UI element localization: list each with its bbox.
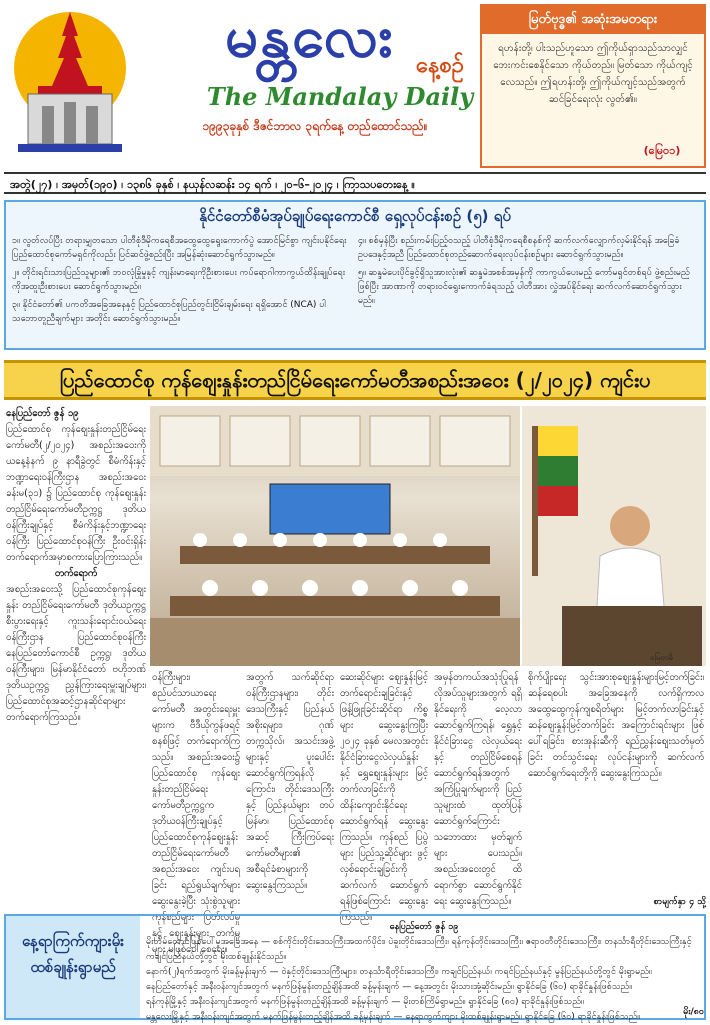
issue-dateline: အတွဲ(၂၇) ၊ အမှတ်(၁၉၀) ၊ ၁၃၈၆ ခုနှစ် ၊ နယုန်လဆန်း ၁၄ ရက် ၊ ၂၀–၆–၂၀၂၄ ၊ ကြာသပတေးနေ့ ။ <box>4 172 706 194</box>
objectives-title: နိုင်ငံတော်စီမံအုပ်ချုပ်ရေးကောင်စီ ရှေ့လုပ်ငန်းစဉ် (၅) ရပ် <box>199 207 511 225</box>
quote-source: (မြေဝ၁) <box>643 144 681 157</box>
meeting-hall-photo <box>150 406 520 666</box>
masthead-subtitle: နေ့စဉ် <box>416 53 464 78</box>
objectives-left-column <box>12 234 352 346</box>
quote-text: ရဟန်းတို့၊ ပါးသည်ဟူသော ဤကိုယ်ရှာသည်သာလျှင် ဘေးကင်းစေနိုင်သော ကိုယ်တည်။ မြတ်သော ကိုယ်ကျင့်လေသည်။ ဤရဟန်းတို့၊ ဤကိုယ်ကျင့်သည်အတွက် ဆင်ခြင်ရေးလုံး လွတ်၏။ <box>493 43 693 105</box>
article-paragraph: အစည်းအဝေးသို့ ပြည်ထောင်စုကုန်စျေးနှုန်း တည်ငြိမ်ရေးကော်မတီ ဒုတိယဥက္ကဋ္ဌ စီးပွားရေးနှင့် ကူးသန်းရောင်းဝယ်ရေးဝန်ကြီးဌာန ပြည်ထောင်စုဝန်ကြီး နေပြည်တော်ကောင်စီ ဥက္ကဋ္ဌ၊ ဒုတိယဝန်ကြီးများ၊ မြန်မာနိုင်ငံတော် ဗဟိုဘဏ်ဒုတိယဥက္ကဋ္ဌ ညွှန်ကြားရေးမှူးချုပ်များ၊ ပြည်ထောင်စုအဆင့်ဌာနဆိုင်ရာများ တက်ရောက်ကြသည်။ <box>6 584 146 723</box>
weather-box <box>4 914 706 1020</box>
weather-line: ရန်ကုန်မြို့နှင့် အနီးဝန်းကျင်အတွက် မနက်ဖြန်မွန်းတည့်ချိန်အထိ ခန့်မှန်းချက် — မိုးတစ်ကြိမ်ရွာမည်။ ရွာနိုင်ခြေ (၈၀) ရာခိုင်နှုန်းဖြစ်သည်။ <box>146 997 584 1007</box>
article-subheading: တက်ရောက် <box>54 568 98 579</box>
masthead-english-title: The Mandalay Daily <box>206 82 474 111</box>
objective-item: ၂။ တိုင်းရင်းသားပြည်သူများ၏ ဘဝလုံခြုံမှုနှင့် ကျန်းမာရေးကိုဦးစားပေး ကပ်ရောဂါကာကွယ်ထိန်းချုပ်ရေးကိုအထူးဦးစားပေး ဆောင်ရွက်သွားမည်။ <box>12 268 346 292</box>
photo-caption: မြေဝာဓိ <box>650 653 673 662</box>
objective-item: ၃။ နိုင်ငံတော်၏ ပကတိအခြေအနေနှင့် ပြည်ထောင်စုပြည်တွင်းငြိမ်းချမ်းရေး ရရှိအောင် (NCA) ပါ သဘောတူညီချက်များ အတိုင်း ဆောင်ရွက်သွားမည်။ <box>12 300 326 324</box>
objective-item: ၁။ လွတ်လပ်ပြီး တရားမျှတသော ပါတီစုံဒီမိုကရေစီအထွေထွေရွေးကောက်ပွဲ အောင်မြင်စွာ ကျင်းပနိုင်ရေး ပြည်ထောင်စုကော်မရှင်ကိုလည်း ပြင်ဆင်ဖွဲ့စည်းပြီး အမြန်ဆုံးဆောင်ရွက်သွားမည်။ <box>12 236 347 260</box>
speaker-photo <box>522 406 706 666</box>
weather-line: မန္တလေးမြို့နှင့် အနီးဝန်းကျင်အတွက် မနက်ဖြန်မွန်းတည့်ချိန်အထိ ခန့်မှန်းချက် — နေရာကွက်ကျား မိုးထစ်ချုန်းရွာမည်။ ရွာနိုင်ခြေ (၆၀) ရာခိုင်နှုန်းဖြစ်သည်။ <box>146 1012 641 1022</box>
continued-on-page[interactable]: စာမျက်နှာ ၄ သို့ <box>653 897 706 907</box>
objectives-box <box>4 200 706 350</box>
article-column-2: ဝန်ကြီးများ၊ စည်ပင်သာယာရေးကော်မတီ အတွင်းရေးမှူးများက ဗီဒီယိုကွန်ဖရင့်စနစ်ဖြင့် တက်ရောက်ကြသည်။ အစည်းအဝေး၌ ပြည်ထောင်စု ကုန်စျေးနှုန်းတည်ငြိမ်ရေးကော်မတီဥက္ကဋ္ဌက ဒုတိယဝန်ကြီးချုပ်နှင့် ပြည်ထောင်စုကုန်စျေးနှုန်းတည်ငြိမ်ရေးကော်မတီ အစည်းအဝေး ကျင်းပရခြင်း ရည်ရွယ်ချက်များ ဆွေးနွေးခဲ့ပြီး သုံးစွဲသူများ ကုန်စည်များ ပြတ်လပ်မှုနှင့် စျေးနှုန်းများ တက်မှုများ မဖြစ်ပေါ်စေရေး။ <box>152 672 240 955</box>
weather-headline: နေ့ရာကြက်ကျားမိုးထစ်ချုန်းရွာမည် <box>6 916 140 1018</box>
dhamma-quote-box <box>480 4 706 168</box>
article-column-3: အတွက် သက်ဆိုင်ရာ ဝန်ကြီးဌာနများ၊ တိုင်းဒေသကြီးနှင့် ပြည်နယ်အစိုးရများ၊ ဂုဏ်တက္ကသိုလ်၊ အသင်းအဖွဲ့များနှင့် ပူးပေါင်းဆောင်ရွက်ကြရန်လိုကြောင်း၊ တိုင်းဒေသကြီးနှင့် ပြည်နယ်များ တပ်မြန်မာ၊ ပြည်ထောင်စုအဆင့် ကြီးကြပ်ရေး ကော်မတီများ၏ အစီရင်ခံစာများကို ဆွေးနွေးကြသည်။ <box>246 672 334 891</box>
weather-report <box>146 920 702 1022</box>
weather-line: မိုးတိမ်တောင်ဖြစ်ပေါ်မှုအခြေအနေ — စစ်ကိုင်းတိုင်းဒေသကြီးအထက်ပိုင်း၊ ပဲခူးတိုင်းဒေသကြီး၊ ရန်ကုန်တိုင်းဒေသကြီး၊ ဧရာဝတီတိုင်းဒေသကြီး၊ တနင်္သာရီတိုင်းဒေသကြီးနှင့် ကချင်ပြည်နယ်တို့တွင် မိုးထစ်ချုန်းနိုင်သည်။ <box>146 937 692 962</box>
objectives-right-column <box>358 234 698 346</box>
article-column-6: စိုက်ပျိုးရေး သွင်းအားစုစျေးနှုန်းများမြင့်တက်ခြင်း၊ ဆန်ရေစပါး အခြေအနေကို လက်ရှိကာလ အထွေထွေကုန်ကျစရိတ်များ မြင့်တက်လာခြင်းနှင့် ဆန်စျေးနှုန်းမြင့်တက်ခြင်း အကြောင်းရင်းများ ဖြစ်ပေါ်ရခြင်း၊ စားအုန်းဆီကို ရည်ညွှန်းစျေးသတ်မှတ်ခြင်း တင်သွင်းရေး လုပ်ငန်းများကို ဆက်လက်ဆောင်ရွက်ရေးတို့ကို ဆွေးနွေးကြသည်။ <box>528 672 704 779</box>
weather-line: နေပြည်တော်နှင့် အနီးဝန်းကျင်အတွက် မနက်ဖြန်မွန်းတည့်ချိန်အထိ ခန့်မှန်းချက် — နေ့အတွင်း မိုးသားအုံ့ဆိုင်းမည်။ ရွာနိုင်ခြေ (၆၀) ရာခိုင်နှုန်းဖြစ်သည်။ <box>146 982 632 992</box>
meeting-hall-illustration-icon <box>150 406 520 666</box>
page-number: မိုး/၈၀ <box>683 1007 704 1017</box>
speaker-illustration-icon <box>522 406 706 666</box>
masthead-founded-line: ၁၉၉၃ခုနှစ် ဒီဇင်ဘာလ ၃ရက်နေ့ တည်ထောင်သည်။ <box>202 119 428 133</box>
masthead <box>0 0 710 170</box>
main-headline: ပြည်ထောင်စု ကုန်စျေးနှုန်းတည်ငြိမ်ရေးကော်မတီအစည်းအဝေး (၂/၂၀၂၄) ကျင်းပ <box>4 360 706 400</box>
article-paragraph: ပြည်ထောင်စု ကုန်စျေးနှုန်းတည်ငြိမ်ရေးကော်မတီ(၂/၂၀၂၄) အစည်းအဝေးကို ယနေ့နံနက် ၉ နာရီခွဲတွင် စီမံကိန်းနှင့်ဘဏ္ဍာရေးဝန်ကြီးဌာန အစည်းအဝေးခန်းမ(၃၁) ၌ ပြည်ထောင်စု ကုန်စျေးနှုန်းတည်ငြိမ်ရေးကော်မတီဥက္ကဋ္ဌ ဒုတိယဝန်ကြီးချုပ်နှင့် စီမံကိန်းနှင့်ဘဏ္ဍာရေးဝန်ကြီး ပြည်ထောင်စုဝန်ကြီး ဦးဝင်းရှိန်း တက်ရောက်အမှာစကားပြောကြားသည်။ <box>6 424 146 563</box>
article-column-4: ဆေးဆိုင်များ စျေးနှုန်းမြင့်တက်ရောင်းချခြင်းနှင့် ဖြန့်ဖြူးခြင်းဆိုင်ရာ ကိစ္စများ ဆွေးနွေးကြပြီး ၂၀၂၄ ခုနှစ် မေလအတွင်း နိုင်ငံခြားငွေလဲလှယ်နှုန်းနှင့် ရွှေစျေးနှုန်းများ မြင့်တက်လာခြင်းကို ထိန်းကျောင်းနိုင်ရေး ဆောင်ရွက်ရန် ဆွေးနွေးကြသည်။ ကုန်စည် ပြပွဲများ ပြည်သူ့ဆိုင်များ ဖွင့်လှစ်ရောင်းချခြင်းကို ဆက်လက် ဆောင်ရွက်ရန်ဖြစ်ကြောင်း ဆွေးနွေးကြသည်။ <box>340 672 428 923</box>
weather-line: နောက်(၂)ရက်အတွက် မိုးခန့်မှန်းချက် — ဝဲနှင့်တိုင်းဒေသကြီးများ၊ တနင်္သာရီတိုင်းဒေသကြီး၊ ကချင်ပြည်နယ်၊ ကရင်ပြည်နယ်နှင့် မွန်ပြည်နယ်တို့တွင် မိုးရွာမည်။ <box>146 967 652 977</box>
masthead-title: မန္တလေး <box>225 2 395 70</box>
objective-item: ၅။ ဆန္ဒမဲပေးပိုင်ခွင့်ရှိသူအားလုံး၏ ဆန္ဒမဲအစစ်အမှန်ကို ကာကွယ်ပေးမည့် ကော်မရှင်တစ်ရပ် ဖွဲ့စည်းမည်ဖြစ်ပြီး အာဏာကို တရားဝင်ရွေးကောက်ခံရသည့် ပါတီအား လွှဲအပ်နိုင်ရေး ဆက်လက်ဆောင်ရွက်သွားမည်။ <box>358 268 690 306</box>
quote-heading: မြတ်ဗုဒ္ဓ၏ အဆုံးအမတရား <box>482 6 704 34</box>
palace-emblem-icon <box>8 6 138 154</box>
article-dateline: နေပြည်တော် ဇွန် ၁၉ <box>6 408 79 419</box>
weather-dateline: နေပြည်တော် ဇွန် ၁၉ <box>389 922 459 932</box>
article-column-5: အမှန်တကယ်အသုံးပြုရန် လိုအပ်သူများအတွက် ရရှိနိုင်ရေးကို လေ့လာဆောင်ရွက်ကြရန်၊ ရွှေနှင့် နိုင်ငံခြားငွေ လဲလှယ်ရေးနှင့် တည်ငြိမ်စေရန် ဆောင်ရွက်ရန်အတွက် အကြံပြုချက်များကို ပြည်သူများထံ ထုတ်ပြန် ဆောင်ရွက်ကြောင်း သဘောထား မှတ်ချက်များ ပေးသည်။ အစည်းအဝေးတွင် ထိရောက်စွာ ဆောင်ရွက်နိုင်ရေး ဆွေးနွေးကြသည်။ <box>434 672 522 907</box>
objective-item: ၄။ စစ်မှန်ပြီး စည်းကမ်းပြည့်ဝသည့် ပါတီစုံဒီမိုကရေစီစနစ်ကို ဆက်လက်လျှောက်လှမ်းနိုင်ရန် အခြေခံဥပဒေနှင့်အညီ ပြည်ထောင်စုတည်ဆောက်ရေးလုပ်ငန်းစဉ်များ ဆောင်ရွက်သွားမည်။ <box>358 236 680 260</box>
article-column-1 <box>6 406 146 894</box>
